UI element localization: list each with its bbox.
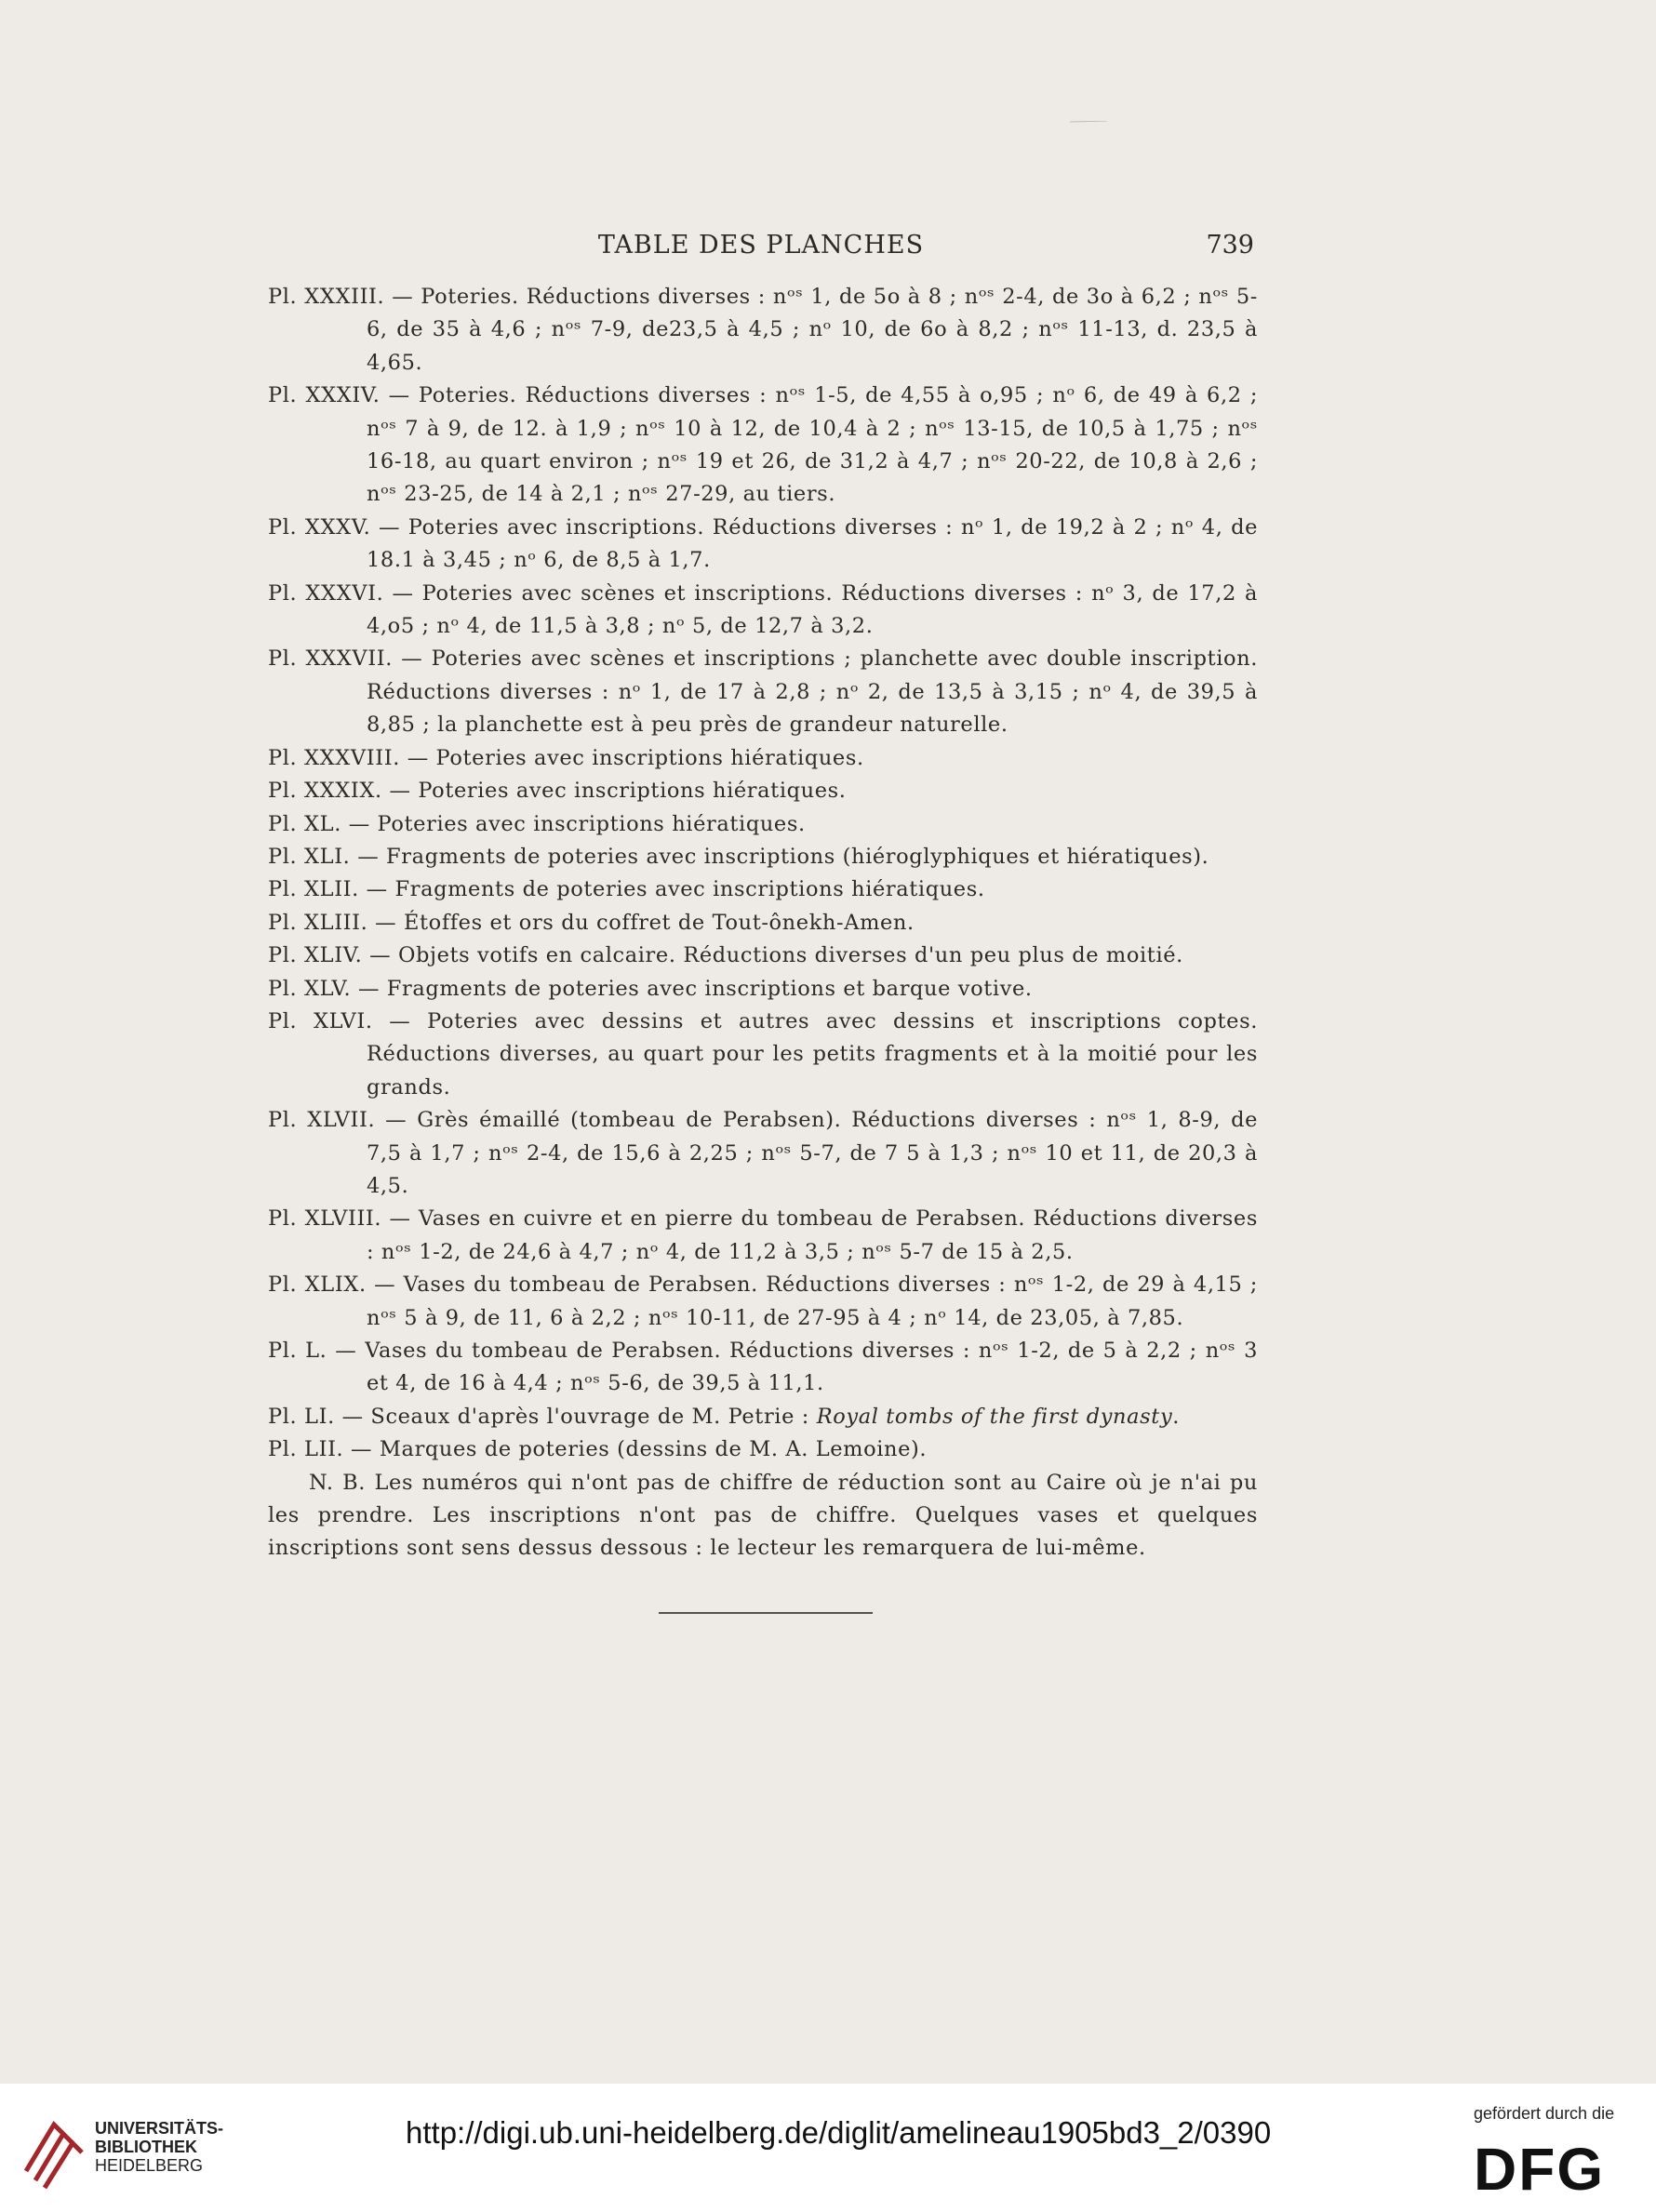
plate-entry: Pl. XXXVIII. — Poteries avec inscriptions hiératiques.: [268, 745, 864, 770]
plate-entry: Pl. XLIV. — Objets votifs en calcaire. Réductions diverses d'un peu plus de moitié.: [268, 943, 1183, 968]
plate-entry: Pl. XXXIII. — Poteries. Réductions diverses : nᵒˢ 1, de 5o à 8 ; nᵒˢ 2-4, de 3o à 6,2 ; nᵒˢ 5-6, de 35 à 4,6 ; nᵒˢ 7-9, de23,5 à 4,5 ; nᵒ 10, de 6o à 8,2 ; nᵒˢ 11-13, d. 23,5 à 4,65.: [268, 285, 1258, 375]
funding-caption: gefördert durch die: [1474, 2104, 1615, 2123]
plate-entry: Pl. XXXVII. — Poteries avec scènes et inscriptions ; planchette avec double inscription. Réductions diverses : nᵒ 1, de 17 à 2,8 ; nᵒ 2, de 13,5 à 3,15 ; nᵒ 4, de 39,5 à 8,85 ; la planchette est à peu près de grandeur naturelle.: [268, 646, 1258, 738]
editorial-note: N. B. Les numéros qui n'ont pas de chiffre de réduction sont au Caire où je n'ai pu les prendre. Les inscriptions n'ont pas de chiffre. Quelques vases et quelques inscriptions sont sens dessus dessous : le lecteur les remarquera de lui-même.: [268, 1470, 1258, 1561]
plate-entry: Pl. XLVI. — Poteries avec dessins et autres avec dessins et inscriptions coptes. Réductions diverses, au quart pour les petits fragments et à la moitié pour les grands.: [268, 1008, 1258, 1099]
plate-entry: Pl. XLI. — Fragments de poteries avec inscriptions (hiéroglyphiques et hiératiques).: [268, 844, 1209, 869]
plate-entry: Pl. XL. — Poteries avec inscriptions hiératiques.: [268, 811, 806, 836]
plate-entry: Pl. XLIX. — Vases du tombeau de Perabsen. Réductions diverses : nᵒˢ 1-2, de 29 à 4,15 ; nᵒˢ 5 à 9, de 11, 6 à 2,2 ; nᵒˢ 10-11, de 27-95 à 4 ; nᵒ 14, de 23,05, à 7,85.: [268, 1273, 1258, 1330]
page-number: 739: [1206, 231, 1254, 260]
entry-text: .: [1172, 1404, 1181, 1429]
library-logo-icon: [17, 2106, 91, 2190]
digitization-footer: [0, 2084, 1656, 2212]
plate-entry: Pl. XLV. — Fragments de poteries avec inscriptions et barque votive.: [268, 976, 1033, 1001]
plate-entry: Pl. XXXVI. — Poteries avec scènes et inscriptions. Réductions diverses : nᵒ 3, de 17,2 à 4,o5 ; nᵒ 4, de 11,5 à 3,8 ; nᵒ 5, de 12,7 à 3,2.: [268, 580, 1258, 639]
library-line: BIBLIOTHEK: [95, 2138, 197, 2156]
library-line: UNIVERSITÄTS-: [95, 2119, 224, 2138]
plates-list: [268, 281, 1258, 1566]
plate-entry: Pl. XXXIV. — Poteries. Réductions diverses : nᵒˢ 1-5, de 4,55 à o,95 ; nᵒ 6, de 49 à 6,2 ; nᵒˢ 7 à 9, de 12. à 1,9 ; nᵒˢ 10 à 12, de 10,4 à 2 ; nᵒˢ 13-15, de 10,5 à 1,75 ; nᵒˢ 16-18, au quart environ ; nᵒˢ 19 et 26, de 31,2 à 4,7 ; nᵒˢ 20-22, de 10,8 à 2,6 ; nᵒˢ 23-25, de 14 à 2,1 ; nᵒˢ 27-29, au tiers.: [268, 383, 1258, 507]
running-header: [268, 231, 1254, 268]
plate-entry: Pl. XLII. — Fragments de poteries avec inscriptions hiératiques.: [268, 877, 985, 902]
entry-text: Pl. LI. — Sceaux d'après l'ouvrage de M. Petrie :: [268, 1404, 817, 1429]
plate-entry: Pl. XXXV. — Poteries avec inscriptions. Réductions diverses : nᵒ 1, de 19,2 à 2 ; nᵒ 4, de 18.1 à 3,45 ; nᵒ 6, de 8,5 à 1,7.: [268, 514, 1258, 573]
plate-entry: Pl. XXXIX. — Poteries avec inscriptions hiératiques.: [268, 779, 847, 804]
plate-entry: Pl. XLIII. — Étoffes et ors du coffret de Tout-ônekh-Amen.: [268, 910, 915, 935]
book-title: Royal tombs of the first dynasty: [816, 1404, 1173, 1429]
closing-rule: [659, 1612, 873, 1614]
scan-mark: [1070, 121, 1107, 123]
library-name: [95, 2119, 223, 2175]
library-line: HEIDELBERG: [95, 2156, 204, 2175]
plate-entry: Pl. XLVII. — Grès émaillé (tombeau de Perabsen). Réductions diverses : nᵒˢ 1, 8-9, de 7,5 à 1,7 ; nᵒˢ 2-4, de 15,6 à 2,25 ; nᵒˢ 5-7, de 7 5 à 1,3 ; nᵒˢ 10 et 11, de 20,3 à 4,5.: [268, 1108, 1258, 1198]
plate-entry: Pl. XLVIII. — Vases en cuivre et en pierre du tombeau de Perabsen. Réductions diverses : nᵒˢ 1-2, de 24,6 à 4,7 ; nᵒ 4, de 11,2 à 3,5 ; nᵒˢ 5-7 de 15 à 2,5.: [268, 1206, 1258, 1264]
plate-entry: Pl. LII. — Marques de poteries (dessins de M. A. Lemoine).: [268, 1437, 928, 1462]
permalink[interactable]: http://digi.ub.uni-heidelberg.de/diglit/amelineau1905bd3_2/0390: [406, 2115, 1272, 2150]
plate-entry-li: [268, 1401, 1258, 1433]
page-title: TABLE DES PLANCHES: [597, 231, 925, 260]
plate-entry: Pl. L. — Vases du tombeau de Perabsen. Réductions diverses : nᵒˢ 1-2, de 5 à 2,2 ; nᵒˢ 3 et 4, de 16 à 4,4 ; nᵒˢ 5-6, de 39,5 à 11,1.: [268, 1339, 1258, 1396]
dfg-logo: DFG: [1474, 2136, 1606, 2203]
